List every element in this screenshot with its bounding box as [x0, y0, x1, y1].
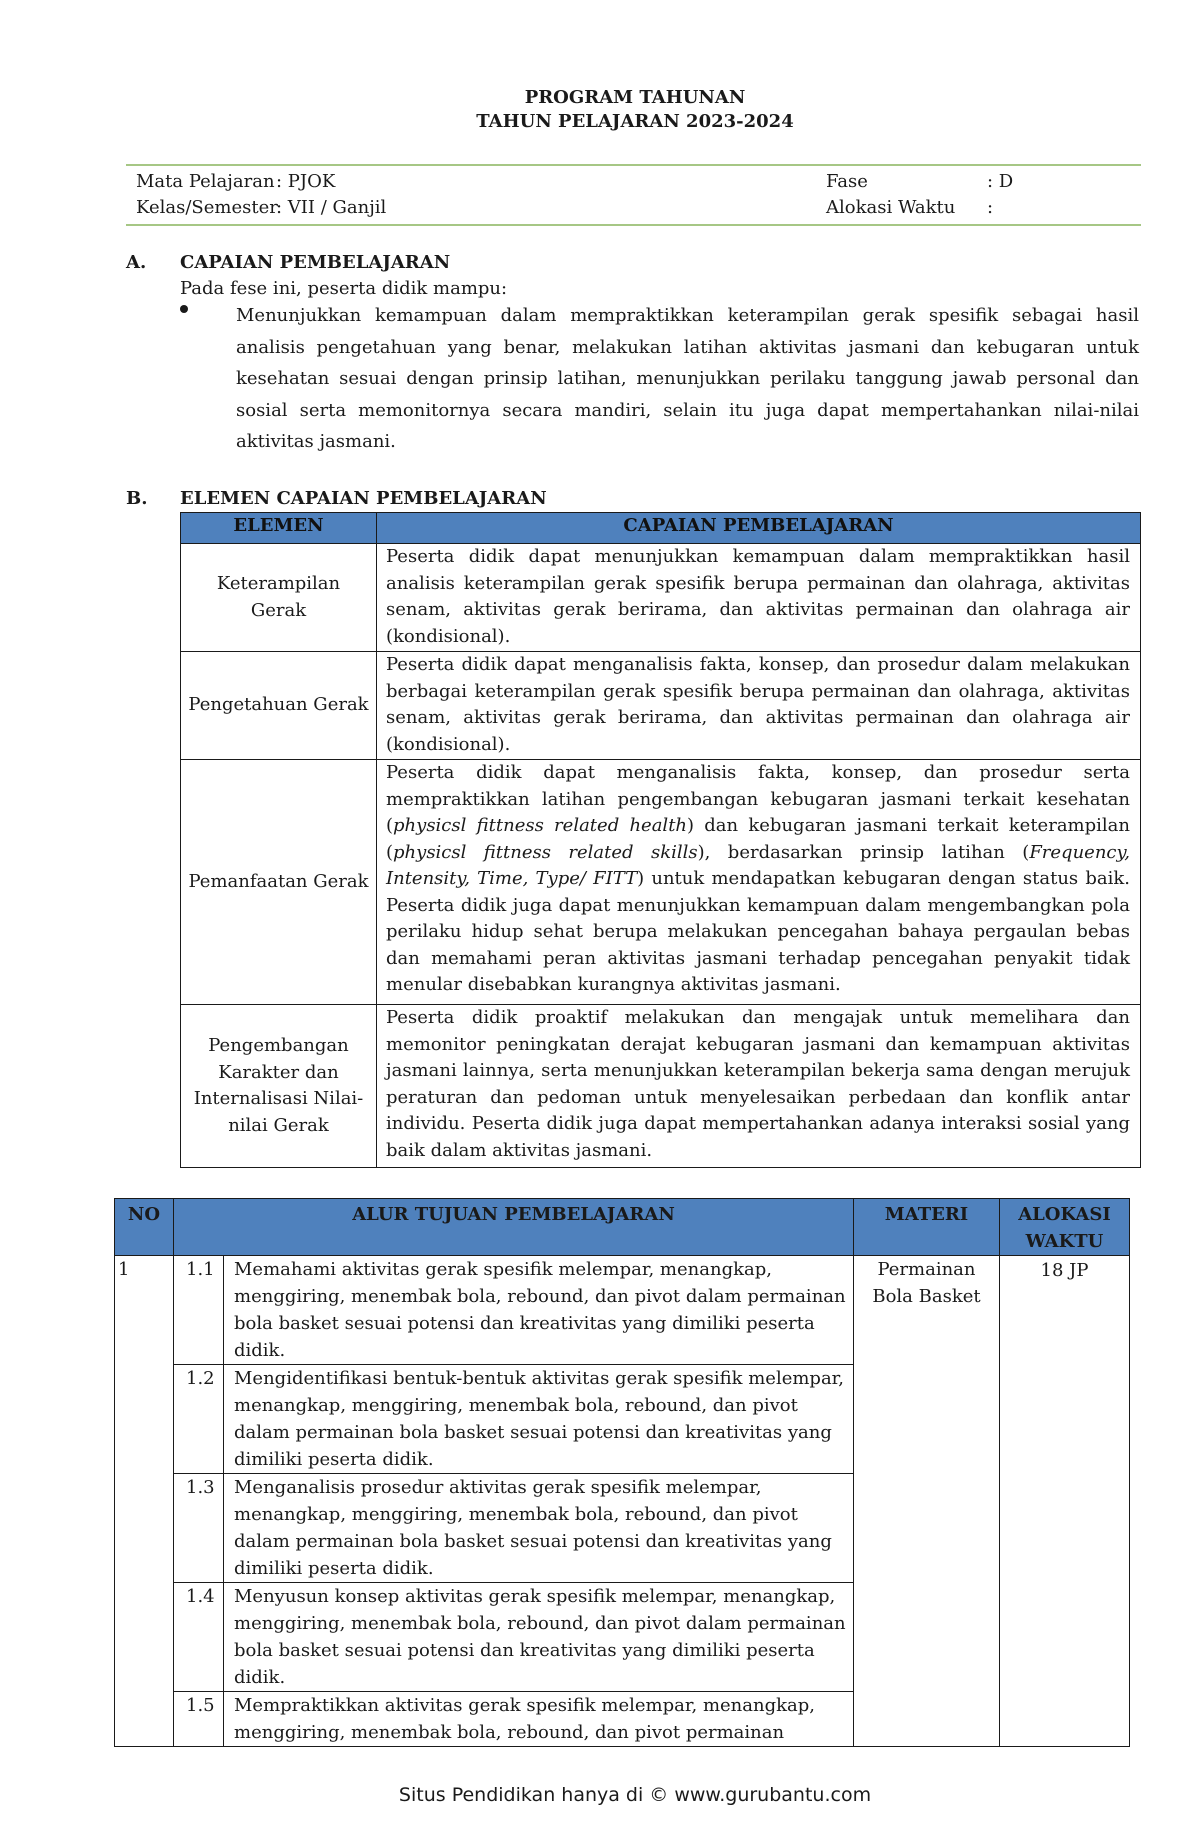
- info-box: [126, 164, 1141, 226]
- section-b-letter: B.: [126, 488, 148, 509]
- phase-value: : D: [987, 171, 1014, 192]
- bullet-icon: [180, 305, 188, 313]
- title-line-2: TAHUN PELAJARAN 2023-2024: [476, 111, 794, 132]
- header-capaian: CAPAIAN PEMBELAJARAN: [377, 513, 1141, 544]
- footer-credit: Situs Pendidikan hanya di © www.gurubantu.com: [398, 1784, 872, 1806]
- page-title: [0, 86, 1200, 134]
- element-name: Pemanfaatan Gerak: [181, 760, 377, 1005]
- phase-label: Fase: [826, 171, 868, 192]
- atp-goal: Mengidentifikasi bentuk-bentuk aktivitas gerak spesifik melempar, menangkap, menggiring, menembak bola, rebound, dan pivot dalam permainan bola basket sesuai potensi dan kreativitas yang dimiliki peserta didik.: [224, 1365, 854, 1474]
- element-table: [180, 512, 1141, 1168]
- section-a-title: CAPAIAN PEMBELAJARAN: [180, 252, 451, 273]
- section-a-letter: A.: [126, 252, 147, 273]
- section-a-intro: Pada fese ini, peserta didik mampu:: [180, 278, 508, 299]
- element-capaian: Peserta didik dapat menganalisis fakta, konsep, dan prosedur dalam melakukan berbagai keterampilan gerak spesifik berupa permainan dan olahraga, aktivitas senam, aktivitas gerak berirama, dan aktivitas permainan dan olahraga air (kondisional).: [377, 652, 1141, 760]
- atp-alokasi: 18 JP: [1000, 1256, 1130, 1747]
- section-a-bullet: Menunjukkan kemampuan dalam mempraktikkan keterampilan gerak spesifik sebagai hasil analisis pengetahuan yang benar, melakukan latihan aktivitas jasmani dan kebugaran untuk kesehatan sesuai dengan prinsip latihan, menunjukkan perilaku tanggung jawab personal dan sosial serta memonitornya secara mandiri, selain itu juga dapat mempertahankan nilai-nilai aktivitas jasmani.: [236, 305, 1139, 452]
- atp-goal: Memahami aktivitas gerak spesifik melempar, menangkap, menggiring, menembak bola, rebound, dan pivot dalam permainan bola basket sesuai potensi dan kreativitas yang dimiliki peserta didik.: [224, 1256, 854, 1365]
- element-name: Keterampilan Gerak: [181, 544, 377, 652]
- time-label: Alokasi Waktu: [826, 197, 956, 218]
- table-row: [181, 1005, 1141, 1168]
- table-row: [115, 1256, 1130, 1365]
- atp-code: 1.1: [174, 1256, 224, 1365]
- section-b-title: ELEMEN CAPAIAN PEMBELAJARAN: [180, 488, 547, 509]
- atp-code: 1.4: [174, 1583, 224, 1692]
- atp-goal: Menyusun konsep aktivitas gerak spesifik melempar, menangkap, menggiring, menembak bola, rebound, dan pivot dalam permainan bola basket sesuai potensi dan kreativitas yang dimiliki peserta didik.: [224, 1583, 854, 1692]
- atp-materi: Permainan Bola Basket: [854, 1256, 1000, 1747]
- atp-table-header: [115, 1199, 1130, 1256]
- element-name: Pengembangan Karakter dan Internalisasi Nilai-nilai Gerak: [181, 1005, 377, 1168]
- atp-no: 1: [115, 1256, 174, 1747]
- atp-code: 1.2: [174, 1365, 224, 1474]
- table-row: [181, 652, 1141, 760]
- header-no: NO: [115, 1199, 174, 1256]
- element-capaian: Peserta didik dapat menunjukkan kemampuan dalam mempraktikkan hasil analisis keterampilan gerak spesifik berupa permainan dan olahraga, aktivitas senam, aktivitas gerak berirama, dan aktivitas permainan dan olahraga air (kondisional).: [377, 544, 1141, 652]
- table-row: [181, 760, 1141, 1005]
- atp-goal: Mempraktikkan aktivitas gerak spesifik melempar, menangkap, menggiring, menembak bola, rebound, dan pivot permainan: [224, 1692, 854, 1747]
- table-row: [181, 544, 1141, 652]
- atp-goal: Menganalisis prosedur aktivitas gerak spesifik melempar, menangkap, menggiring, menembak bola, rebound, dan pivot dalam permainan bola basket sesuai potensi dan kreativitas yang dimiliki peserta didik.: [224, 1474, 854, 1583]
- atp-code: 1.5: [174, 1692, 224, 1747]
- element-name: Pengetahuan Gerak: [181, 652, 377, 760]
- header-materi: MATERI: [854, 1199, 1000, 1256]
- header-element: ELEMEN: [181, 513, 377, 544]
- element-capaian: Peserta didik proaktif melakukan dan mengajak untuk memelihara dan memonitor peningkatan derajat kebugaran jasmani dan kemampuan aktivitas jasmani lainnya, serta menunjukkan keterampilan bekerja sama dengan merujuk peraturan dan pedoman untuk menyelesaikan perbedaan dan konflik antar individu. Peserta didik juga dapat mempertahankan adanya interaksi sosial yang baik dalam aktivitas jasmani.: [377, 1005, 1141, 1168]
- time-value: :: [987, 197, 994, 218]
- class-label: Kelas/Semester: [136, 197, 278, 218]
- element-capaian: Peserta didik dapat menganalisis fakta, konsep, dan prosedur serta mempraktikkan latihan pengembangan kebugaran jasmani terkait kesehatan (physicsl fittness related health) dan kebugaran jasmani terkait keterampilan (physicsl fittness related skills), berdasarkan prinsip latihan (Frequency, Intensity, Time, Type/ FITT) untuk mendapatkan kebugaran dengan status baik. Peserta didik juga dapat menunjukkan kemampuan dalam mengembangkan pola perilaku hidup sehat berupa melakukan pencegahan bahaya pergaulan bebas dan memahami peran aktivitas jasmani terhadap pencegahan penyakit tidak menular disebabkan kurangnya aktivitas jasmani.: [377, 760, 1141, 1005]
- header-atp: ALUR TUJUAN PEMBELAJARAN: [174, 1199, 854, 1256]
- header-alokasi: ALOKASI WAKTU: [1000, 1199, 1130, 1256]
- atp-code: 1.3: [174, 1474, 224, 1583]
- subject-value: : PJOK: [276, 171, 336, 192]
- element-table-header: [181, 513, 1141, 544]
- subject-label: Mata Pelajaran: [136, 171, 275, 192]
- class-value: : VII / Ganjil: [276, 197, 387, 218]
- title-line-1: PROGRAM TAHUNAN: [524, 87, 746, 108]
- atp-table: [114, 1198, 1130, 1747]
